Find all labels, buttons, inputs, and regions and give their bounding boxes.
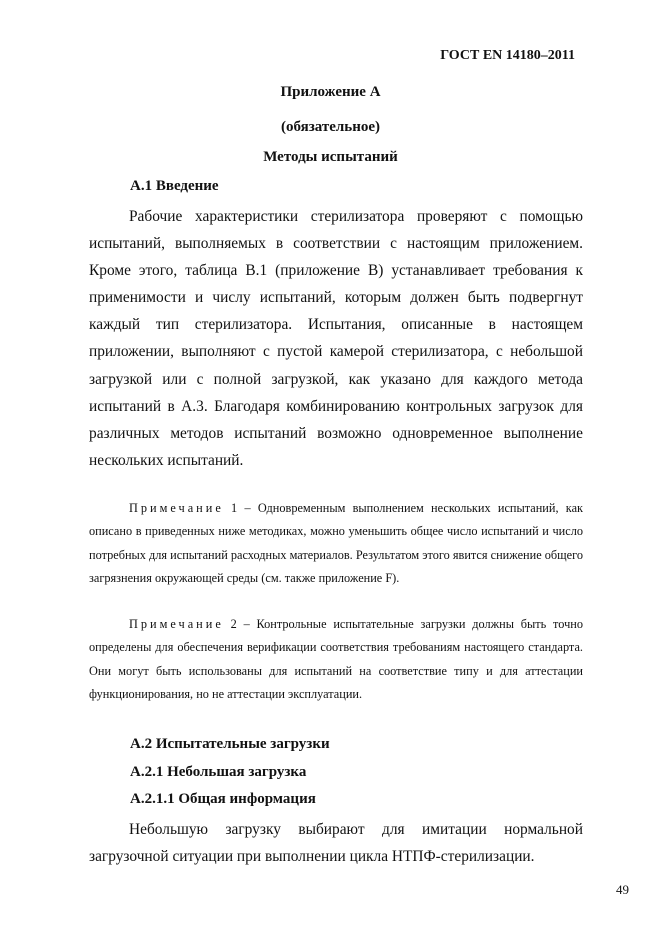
annex-title: Приложение А	[280, 84, 381, 100]
note-text: – Одновременным выполнением нескольких испытаний, как описано в приведенных ниже методиках, можно уменьшить общее число испытаний и число потребных для испытаний расходных материалов. Результатом этого явится снижение общего загрязнения окружающей среды (см. также приложение F).	[89, 501, 583, 585]
note-1	[89, 497, 583, 590]
section-heading-a1: А.1 Введение	[130, 178, 219, 194]
note-label: Примечание	[129, 501, 224, 515]
section-a1-paragraph: Рабочие характеристики стерилизатора проверяют с помощью испытаний, выполняемых в соответствии с настоящим приложением. Кроме этого, таблица В.1 (приложение В) устанавливает требования к применимости и числу испытаний, которым должен быть подвергнут каждый тип стерилизатора. Испытания, описанные в настоящем приложении, выполняют с пустой камерой стерилизатора, с небольшой загрузкой или с полной загрузкой, как указано для каждого метода испытаний в А.3. Благодаря комбинированию контрольных загрузок для различных методов испытаний возможно одновременное выполнение нескольких испытаний.	[89, 208, 583, 469]
section-a2-paragraph: Небольшую загрузку выбирают для имитации нормальной загрузочной ситуации при выполнении цикла НТПФ-стерилизации.	[89, 821, 583, 866]
section-heading-a2-1-1: А.2.1.1 Общая информация	[130, 791, 316, 807]
annex-subject: Методы испытаний	[263, 149, 398, 165]
note-label: Примечание	[129, 617, 224, 631]
annex-status: (обязательное)	[280, 119, 381, 135]
note-text: – Контрольные испытательные загрузки должны быть точно определены для обеспечения верификации соответствия требованиям настоящего стандарта. Они могут быть использованы для испытаний на соответствие типу и для аттестации функционирования, но не аттестации эксплуатации.	[89, 617, 583, 701]
section-heading-a2: А.2 Испытательные загрузки	[130, 736, 330, 752]
standard-code: ГОСТ EN 14180–2011	[440, 48, 575, 63]
page-number: 49	[616, 882, 629, 897]
note-number: 2	[230, 617, 237, 631]
section-heading-a2-1: А.2.1 Небольшая загрузка	[130, 764, 307, 780]
note-2	[89, 613, 583, 706]
note-number: 1	[231, 501, 238, 515]
